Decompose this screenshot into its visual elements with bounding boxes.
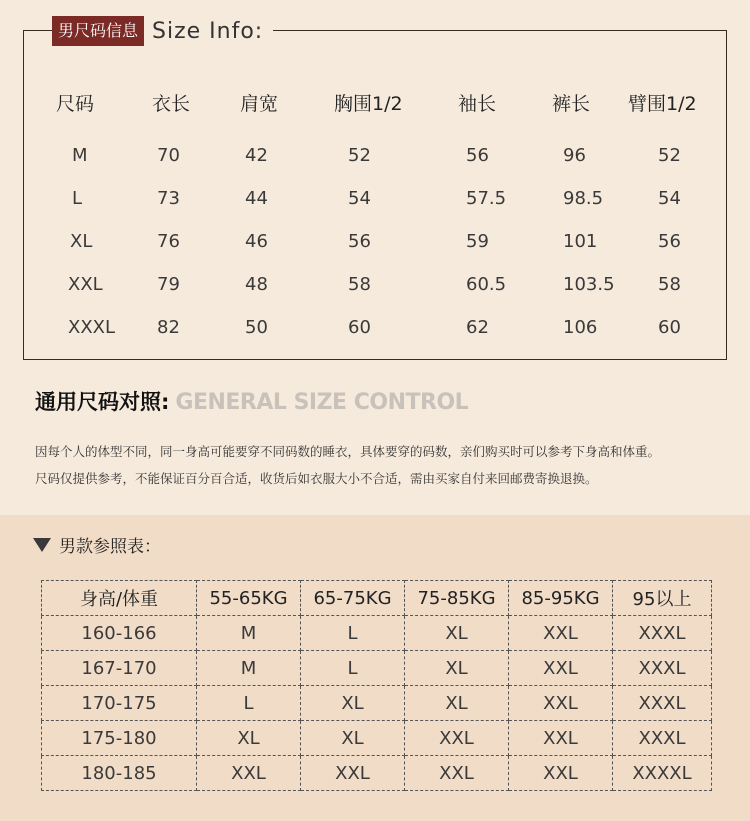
size-header-cell: 尺码 <box>56 93 95 115</box>
size-header-cell: 臂围1/2 <box>628 93 697 115</box>
reference-header-cell: 75-85KG <box>405 581 509 616</box>
reference-cell: XL <box>405 686 509 721</box>
size-cell: 56 <box>466 145 489 166</box>
size-header-cell: 衣长 <box>152 93 191 115</box>
size-cell: 62 <box>466 317 489 338</box>
general-note-1: 因每个人的体型不同，同一身高可能要穿不同码数的睡衣，具体要穿的码数，亲们购买时可以参考下身高和体重。 <box>35 444 661 459</box>
reference-heading <box>33 532 161 557</box>
reference-cell: XXXL <box>613 616 712 651</box>
reference-row <box>42 651 712 686</box>
reference-cell: L <box>301 616 405 651</box>
size-cell: 48 <box>245 274 268 295</box>
size-cell: 60.5 <box>466 274 507 295</box>
size-info-badge: 男尺码信息 <box>52 16 144 46</box>
reference-cell: XL <box>301 686 405 721</box>
reference-heading-label: 男款参照表： <box>59 537 161 557</box>
size-cell: 58 <box>348 274 371 295</box>
general-note-2: 尺码仅提供参考，不能保证百分百合适，收货后如衣服大小不合适，需由买家自付来回邮费寄换退换。 <box>35 471 598 486</box>
size-cell: 79 <box>157 274 180 295</box>
size-cell: 44 <box>245 188 268 209</box>
reference-cell: XXL <box>405 721 509 756</box>
size-header-cell: 肩宽 <box>240 93 279 115</box>
reference-header-row <box>42 581 712 616</box>
reference-cell: 175-180 <box>42 721 197 756</box>
size-cell: 60 <box>348 317 371 338</box>
size-info-title-en: Size Info: <box>152 18 264 44</box>
size-info-row <box>24 313 728 356</box>
size-cell: 58 <box>658 274 681 295</box>
reference-row <box>42 756 712 791</box>
reference-cell: XXXL <box>613 721 712 756</box>
reference-cell: XL <box>405 651 509 686</box>
size-cell: 56 <box>658 231 681 252</box>
reference-cell: XXXXL <box>613 756 712 791</box>
size-cell: 42 <box>245 145 268 166</box>
size-cell: 59 <box>466 231 489 252</box>
reference-cell: XL <box>301 721 405 756</box>
general-size-heading <box>35 386 468 416</box>
size-header-cell: 胸围1/2 <box>334 93 403 115</box>
size-cell: 76 <box>157 231 180 252</box>
size-cell: 52 <box>658 145 681 166</box>
size-cell: 50 <box>245 317 268 338</box>
reference-cell: XXL <box>301 756 405 791</box>
reference-header-cell: 85-95KG <box>509 581 613 616</box>
reference-row <box>42 721 712 756</box>
size-cell: 56 <box>348 231 371 252</box>
size-info-row <box>24 184 728 227</box>
size-info-row <box>24 141 728 184</box>
reference-cell: XXL <box>509 616 613 651</box>
reference-cell: XXL <box>509 756 613 791</box>
size-cell: M <box>72 145 88 166</box>
reference-table <box>41 580 712 791</box>
reference-cell: M <box>197 616 301 651</box>
reference-cell: 160-166 <box>42 616 197 651</box>
general-heading-cn: 通用尺码对照: <box>35 390 170 414</box>
size-cell: 73 <box>157 188 180 209</box>
general-heading-en: GENERAL SIZE CONTROL <box>175 390 469 415</box>
reference-cell: 180-185 <box>42 756 197 791</box>
size-cell: 82 <box>157 317 180 338</box>
size-cell: 54 <box>348 188 371 209</box>
size-cell: L <box>72 188 83 209</box>
size-cell: 52 <box>348 145 371 166</box>
reference-header-cell: 95以上 <box>613 581 712 616</box>
size-cell: 57.5 <box>466 188 507 209</box>
reference-row <box>42 686 712 721</box>
reference-cell: XXL <box>405 756 509 791</box>
size-info-header-row <box>24 89 728 141</box>
size-info-title <box>52 14 273 48</box>
size-cell: XXL <box>68 274 103 295</box>
size-cell: 96 <box>563 145 586 166</box>
reference-cell: 167-170 <box>42 651 197 686</box>
size-cell: 106 <box>563 317 598 338</box>
size-cell: 54 <box>658 188 681 209</box>
reference-cell: XXL <box>509 721 613 756</box>
reference-header-cell: 55-65KG <box>197 581 301 616</box>
size-cell: XXXL <box>68 317 116 338</box>
reference-cell: L <box>301 651 405 686</box>
size-info-table <box>24 89 728 356</box>
reference-cell: XXL <box>509 686 613 721</box>
reference-row <box>42 616 712 651</box>
reference-header-cell: 65-75KG <box>301 581 405 616</box>
size-cell: 46 <box>245 231 268 252</box>
size-header-cell: 袖长 <box>458 93 497 115</box>
reference-cell: XXL <box>197 756 301 791</box>
size-cell: 103.5 <box>563 274 615 295</box>
reference-cell: XL <box>197 721 301 756</box>
size-info-row <box>24 270 728 313</box>
triangle-down-icon <box>33 538 51 552</box>
size-header-cell: 裤长 <box>552 93 591 115</box>
size-info-row <box>24 227 728 270</box>
size-cell: 60 <box>658 317 681 338</box>
reference-cell: XXL <box>509 651 613 686</box>
reference-cell: M <box>197 651 301 686</box>
size-info-box <box>23 30 727 360</box>
reference-cell: XL <box>405 616 509 651</box>
size-cell: 98.5 <box>563 188 604 209</box>
size-cell: 101 <box>563 231 598 252</box>
size-cell: XL <box>70 231 93 252</box>
reference-header-cell: 身高/体重 <box>42 581 197 616</box>
reference-cell: XXXL <box>613 686 712 721</box>
reference-cell: XXXL <box>613 651 712 686</box>
reference-cell: L <box>197 686 301 721</box>
size-cell: 70 <box>157 145 180 166</box>
reference-cell: 170-175 <box>42 686 197 721</box>
